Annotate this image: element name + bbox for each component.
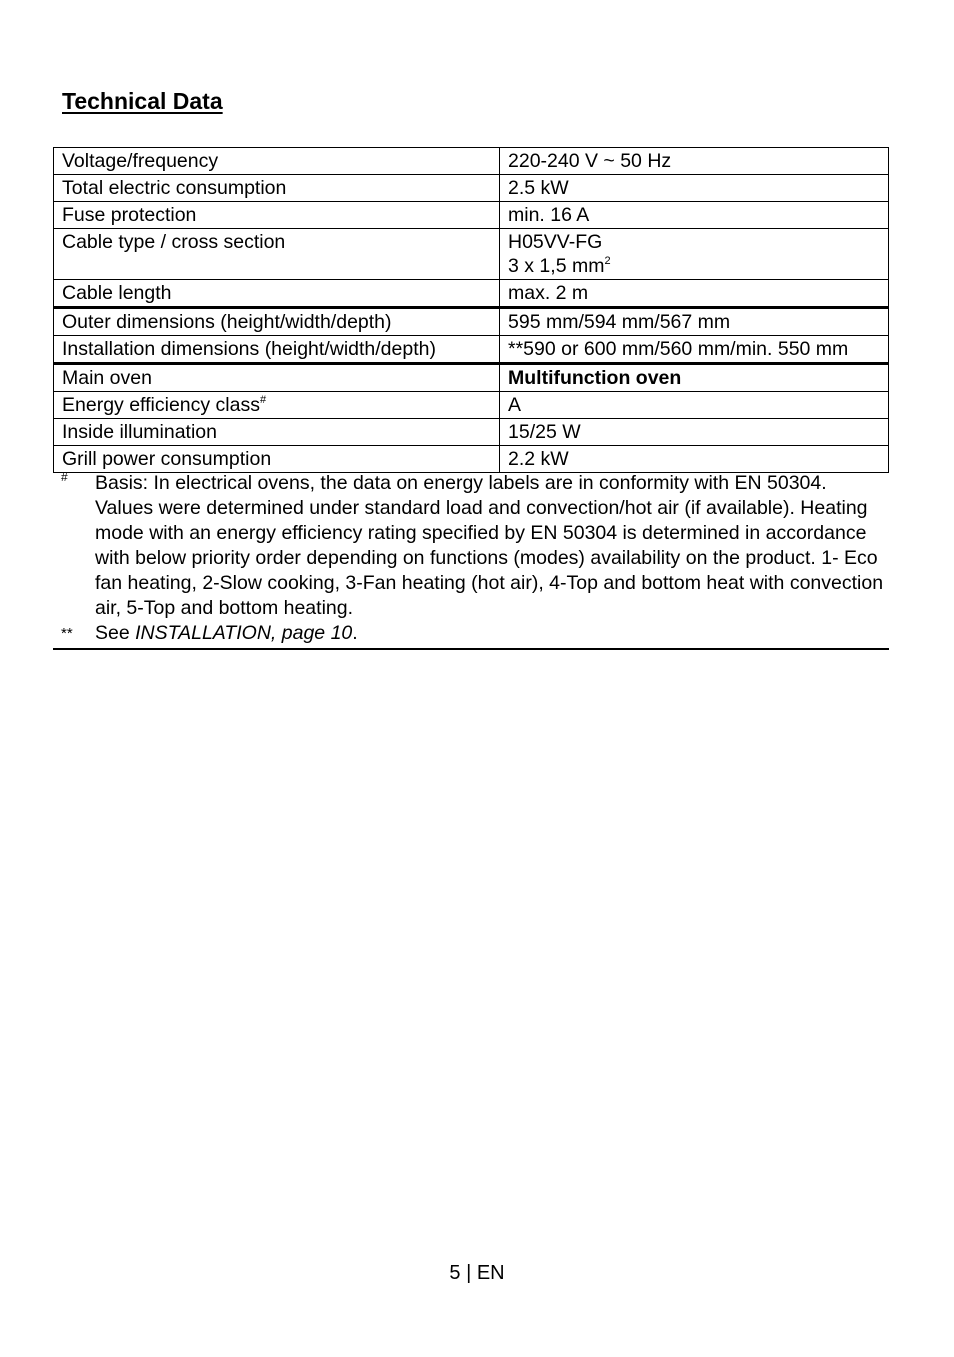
spec-label: Inside illumination bbox=[54, 419, 500, 446]
footnote-energy bbox=[53, 471, 889, 621]
spec-label: Grill power consumption bbox=[54, 446, 500, 473]
table-row bbox=[54, 364, 889, 392]
spec-value: 2.5 kW bbox=[500, 175, 889, 202]
footnote-prefix: See bbox=[95, 622, 136, 644]
footnote-marker: ** bbox=[61, 625, 73, 642]
spec-value: **590 or 600 mm/560 mm/min. 550 mm bbox=[500, 336, 889, 364]
table-row bbox=[54, 280, 889, 308]
spec-label: Installation dimensions (height/width/depth) bbox=[54, 336, 500, 364]
installation-reference: INSTALLATION, page 10 bbox=[135, 622, 353, 644]
footnotes bbox=[53, 471, 889, 650]
page-title: Technical Data bbox=[62, 88, 223, 114]
table-row bbox=[54, 446, 889, 473]
spec-label bbox=[54, 392, 500, 419]
table-row bbox=[54, 148, 889, 175]
spec-label: Outer dimensions (height/width/depth) bbox=[54, 308, 500, 336]
spec-value-line2: 3 x 1,5 mm bbox=[508, 255, 605, 277]
footnote-text: Basis: In electrical ovens, the data on energy labels are in conformity with EN 50304. Values were determined under standard load and convection/hot air (if available). Heating mode with an energy efficiency rating specified by EN 50304 is determined in accordance with below priority order depending on functions (modes) availability on the product. 1- Eco fan heating, 2-Slow cooking, 3-Fan heating (hot air), 4-Top and bottom heat with convection air, 5-Top and bottom heating. bbox=[95, 472, 884, 619]
superscript: 2 bbox=[604, 255, 611, 267]
table-row bbox=[54, 392, 889, 419]
spec-label-text: Energy efficiency class bbox=[62, 394, 260, 416]
spec-value: 595 mm/594 mm/567 mm bbox=[500, 308, 889, 336]
table-row bbox=[54, 419, 889, 446]
spec-label: Fuse protection bbox=[54, 202, 500, 229]
spec-label: Cable type / cross section bbox=[54, 229, 500, 280]
spec-label: Total electric consumption bbox=[54, 175, 500, 202]
spec-value: Multifunction oven bbox=[500, 364, 889, 392]
spec-value-line1: H05VV-FG bbox=[508, 231, 603, 253]
footnote-suffix: . bbox=[352, 622, 358, 644]
footnote-marker: # bbox=[61, 470, 68, 484]
table-row bbox=[54, 229, 889, 280]
spec-value bbox=[500, 229, 889, 280]
spec-value: max. 2 m bbox=[500, 280, 889, 308]
spec-value: 220-240 V ~ 50 Hz bbox=[500, 148, 889, 175]
spec-label: Voltage/frequency bbox=[54, 148, 500, 175]
spec-label: Cable length bbox=[54, 280, 500, 308]
spec-value: min. 16 A bbox=[500, 202, 889, 229]
technical-data-table bbox=[53, 147, 889, 473]
page-number: 5 | EN bbox=[449, 1262, 505, 1284]
table-row bbox=[54, 308, 889, 336]
spec-value: 2.2 kW bbox=[500, 446, 889, 473]
spec-value: A bbox=[500, 392, 889, 419]
spec-label: Main oven bbox=[54, 364, 500, 392]
table-row bbox=[54, 202, 889, 229]
table-row bbox=[54, 175, 889, 202]
spec-value: 15/25 W bbox=[500, 419, 889, 446]
footnote-marker: # bbox=[259, 394, 267, 406]
footnote-installation bbox=[53, 621, 889, 646]
table-row bbox=[54, 336, 889, 364]
